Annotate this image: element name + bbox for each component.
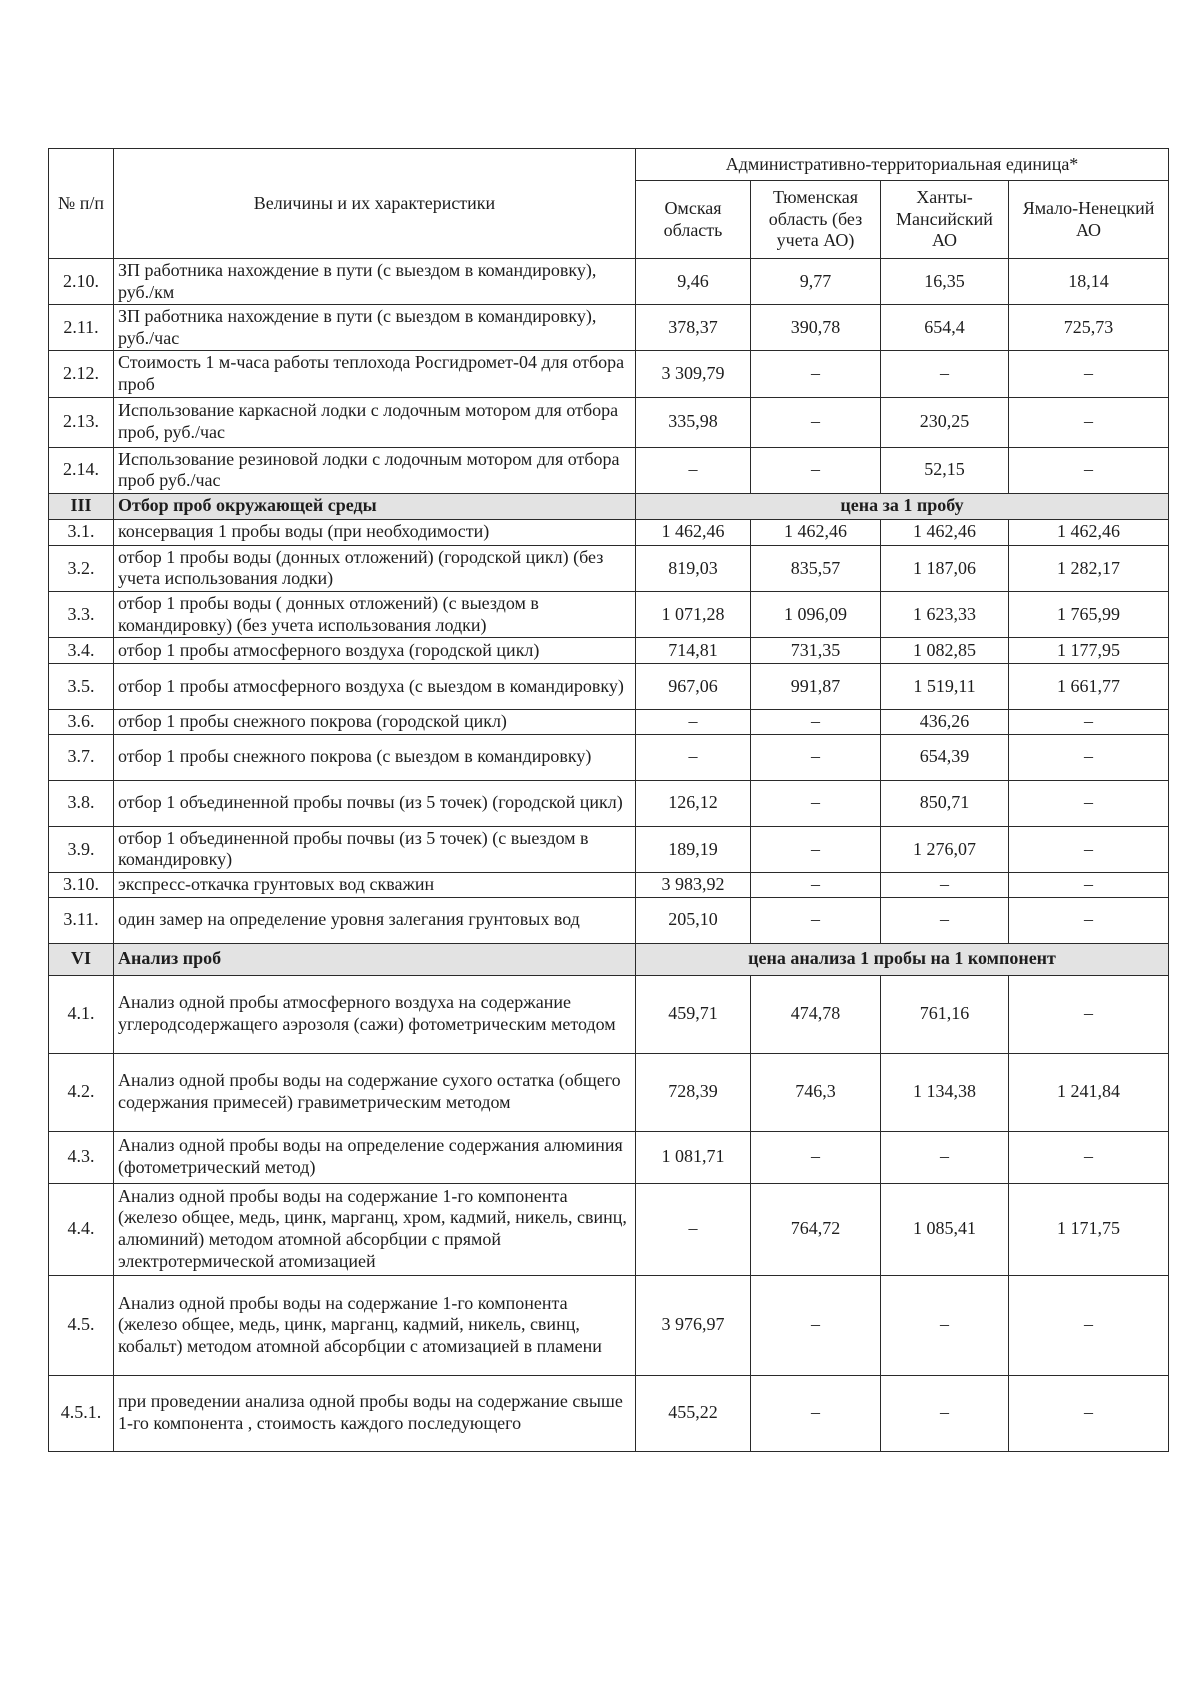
value-omsk: –: [636, 1183, 751, 1275]
value-yanao: –: [1009, 1375, 1169, 1451]
value-omsk: 455,22: [636, 1375, 751, 1451]
value-tyumen: –: [751, 1275, 881, 1375]
row-description: отбор 1 пробы снежного покрова (с выездом в командировку): [114, 734, 636, 780]
row-description: отбор 1 пробы атмосферного воздуха (с выездом в командировку): [114, 664, 636, 710]
value-tyumen: 474,78: [751, 975, 881, 1053]
value-khmao: 1 276,07: [881, 826, 1009, 872]
table-row: [49, 826, 1169, 872]
value-khmao: 1 085,41: [881, 1183, 1009, 1275]
value-yanao: –: [1009, 1275, 1169, 1375]
value-khmao: 761,16: [881, 975, 1009, 1053]
value-tyumen: –: [751, 447, 881, 493]
row-number: 3.6.: [49, 710, 114, 735]
value-khmao: –: [881, 872, 1009, 897]
row-description: Анализ одной пробы воды на содержание 1-го компонента (железо общее, медь, цинк, марганц, хром, кадмий, никель, свинц, алюминий) методом атомной абсорбции с прямой электротермической атомизацией: [114, 1183, 636, 1275]
value-yanao: –: [1009, 897, 1169, 943]
value-yanao: –: [1009, 351, 1169, 397]
row-number: 3.8.: [49, 780, 114, 826]
value-yanao: 1 241,84: [1009, 1053, 1169, 1131]
value-tyumen: –: [751, 897, 881, 943]
section-row: [49, 943, 1169, 975]
section-number: VI: [49, 943, 114, 975]
value-omsk: 9,46: [636, 259, 751, 305]
section-price-note: цена анализа 1 пробы на 1 компонент: [636, 943, 1169, 975]
price-table: [48, 148, 1169, 1452]
row-description: отбор 1 пробы воды (донных отложений) (городской цикл) (без учета использования лодки): [114, 545, 636, 591]
row-description: Использование резиновой лодки с лодочным мотором для отбора проб руб./час: [114, 447, 636, 493]
row-number: 3.5.: [49, 664, 114, 710]
value-tyumen: 835,57: [751, 545, 881, 591]
value-khmao: 1 623,33: [881, 591, 1009, 637]
value-khmao: 1 082,85: [881, 638, 1009, 664]
value-tyumen: –: [751, 734, 881, 780]
table-body: [49, 259, 1169, 1452]
value-yanao: –: [1009, 780, 1169, 826]
row-description: Анализ одной пробы воды на содержание сухого остатка (общего содержания примесей) гравиметрическим методом: [114, 1053, 636, 1131]
value-yanao: 1 661,77: [1009, 664, 1169, 710]
table-row: [49, 975, 1169, 1053]
value-tyumen: –: [751, 397, 881, 447]
header-num: № п/п: [49, 149, 114, 259]
row-description: ЗП работника нахождение в пути (с выездом в командировку), руб./км: [114, 259, 636, 305]
row-number: 3.1.: [49, 519, 114, 545]
value-tyumen: 746,3: [751, 1053, 881, 1131]
row-description: консервация 1 пробы воды (при необходимости): [114, 519, 636, 545]
value-yanao: 725,73: [1009, 305, 1169, 351]
table-row: [49, 780, 1169, 826]
value-khmao: 654,39: [881, 734, 1009, 780]
row-description: отбор 1 пробы снежного покрова (городской цикл): [114, 710, 636, 735]
value-omsk: –: [636, 710, 751, 735]
row-description: Анализ одной пробы атмосферного воздуха на содержание углеродсодержащего аэрозоля (сажи) фотометрическим методом: [114, 975, 636, 1053]
section-title: Отбор проб окружающей среды: [114, 493, 636, 519]
value-khmao: –: [881, 351, 1009, 397]
table-row: [49, 1375, 1169, 1451]
table-row: [49, 897, 1169, 943]
value-yanao: 1 765,99: [1009, 591, 1169, 637]
value-yanao: 1 462,46: [1009, 519, 1169, 545]
table-row: [49, 1053, 1169, 1131]
value-khmao: 436,26: [881, 710, 1009, 735]
value-khmao: –: [881, 897, 1009, 943]
value-khmao: 1 462,46: [881, 519, 1009, 545]
value-tyumen: 731,35: [751, 638, 881, 664]
table-row: [49, 519, 1169, 545]
value-tyumen: 991,87: [751, 664, 881, 710]
value-tyumen: –: [751, 780, 881, 826]
value-omsk: –: [636, 734, 751, 780]
value-tyumen: 764,72: [751, 1183, 881, 1275]
value-khmao: –: [881, 1131, 1009, 1183]
value-omsk: 378,37: [636, 305, 751, 351]
row-number: 2.10.: [49, 259, 114, 305]
row-number: 4.2.: [49, 1053, 114, 1131]
header-region-khmao: Ханты-Мансийский АО: [881, 181, 1009, 259]
value-yanao: –: [1009, 872, 1169, 897]
value-omsk: 3 976,97: [636, 1275, 751, 1375]
value-omsk: 967,06: [636, 664, 751, 710]
value-khmao: 1 519,11: [881, 664, 1009, 710]
value-khmao: 16,35: [881, 259, 1009, 305]
value-tyumen: 390,78: [751, 305, 881, 351]
row-number: 4.3.: [49, 1131, 114, 1183]
table-row: [49, 259, 1169, 305]
value-omsk: 1 071,28: [636, 591, 751, 637]
table-row: [49, 664, 1169, 710]
row-number: 2.14.: [49, 447, 114, 493]
value-omsk: 819,03: [636, 545, 751, 591]
value-tyumen: 1 096,09: [751, 591, 881, 637]
table-row: [49, 447, 1169, 493]
row-number: 3.4.: [49, 638, 114, 664]
value-omsk: –: [636, 447, 751, 493]
value-omsk: 714,81: [636, 638, 751, 664]
value-omsk: 728,39: [636, 1053, 751, 1131]
value-yanao: –: [1009, 447, 1169, 493]
value-yanao: –: [1009, 975, 1169, 1053]
value-omsk: 459,71: [636, 975, 751, 1053]
header-admin-unit: Административно-территориальная единица*: [636, 149, 1169, 181]
table-row: [49, 545, 1169, 591]
row-number: 3.2.: [49, 545, 114, 591]
value-khmao: 850,71: [881, 780, 1009, 826]
value-tyumen: 9,77: [751, 259, 881, 305]
value-tyumen: –: [751, 710, 881, 735]
row-description: отбор 1 объединенной пробы почвы (из 5 точек) (с выездом в командировку): [114, 826, 636, 872]
table-row: [49, 1183, 1169, 1275]
value-omsk: 1 462,46: [636, 519, 751, 545]
value-omsk: 3 983,92: [636, 872, 751, 897]
section-title: Анализ проб: [114, 943, 636, 975]
row-number: 3.3.: [49, 591, 114, 637]
row-number: 2.13.: [49, 397, 114, 447]
row-number: 3.11.: [49, 897, 114, 943]
value-khmao: 1 134,38: [881, 1053, 1009, 1131]
row-number: 2.11.: [49, 305, 114, 351]
section-price-note: цена за 1 пробу: [636, 493, 1169, 519]
value-khmao: –: [881, 1275, 1009, 1375]
table-row: [49, 351, 1169, 397]
table-row: [49, 872, 1169, 897]
value-omsk: 1 081,71: [636, 1131, 751, 1183]
value-yanao: –: [1009, 826, 1169, 872]
table-row: [49, 638, 1169, 664]
value-yanao: 1 282,17: [1009, 545, 1169, 591]
value-yanao: 1 171,75: [1009, 1183, 1169, 1275]
value-tyumen: 1 462,46: [751, 519, 881, 545]
row-description: отбор 1 пробы воды ( донных отложений) (с выездом в командировку) (без учета использования лодки): [114, 591, 636, 637]
value-tyumen: –: [751, 1131, 881, 1183]
value-omsk: 335,98: [636, 397, 751, 447]
table-row: [49, 305, 1169, 351]
row-number: 4.5.: [49, 1275, 114, 1375]
section-number: III: [49, 493, 114, 519]
table-row: [49, 591, 1169, 637]
row-number: 2.12.: [49, 351, 114, 397]
value-omsk: 205,10: [636, 897, 751, 943]
value-tyumen: –: [751, 351, 881, 397]
row-number: 3.7.: [49, 734, 114, 780]
value-khmao: –: [881, 1375, 1009, 1451]
row-description: Анализ одной пробы воды на содержание 1-го компонента (железо общее, медь, цинк, марганц, кадмий, никель, свинц, кобальт) методом атомной абсорбции с атомизацией в пламени: [114, 1275, 636, 1375]
value-yanao: –: [1009, 1131, 1169, 1183]
value-omsk: 126,12: [636, 780, 751, 826]
header-description: Величины и их характеристики: [114, 149, 636, 259]
row-description: один замер на определение уровня залегания грунтовых вод: [114, 897, 636, 943]
row-description: Анализ одной пробы воды на определение содержания алюминия (фотометрический метод): [114, 1131, 636, 1183]
row-description: отбор 1 объединенной пробы почвы (из 5 точек) (городской цикл): [114, 780, 636, 826]
value-yanao: –: [1009, 710, 1169, 735]
value-tyumen: –: [751, 872, 881, 897]
row-description: Стоимость 1 м-часа работы теплохода Росгидромет-04 для отбора проб: [114, 351, 636, 397]
value-yanao: –: [1009, 397, 1169, 447]
value-khmao: 654,4: [881, 305, 1009, 351]
value-omsk: 3 309,79: [636, 351, 751, 397]
table-row: [49, 1275, 1169, 1375]
row-description: экспресс-откачка грунтовых вод скважин: [114, 872, 636, 897]
row-number: 3.10.: [49, 872, 114, 897]
row-number: 3.9.: [49, 826, 114, 872]
row-description: при проведении анализа одной пробы воды на содержание свыше 1-го компонента , стоимость каждого последующего: [114, 1375, 636, 1451]
value-tyumen: –: [751, 1375, 881, 1451]
header-region-yanao: Ямало-Ненецкий АО: [1009, 181, 1169, 259]
table-row: [49, 734, 1169, 780]
value-yanao: 1 177,95: [1009, 638, 1169, 664]
value-yanao: 18,14: [1009, 259, 1169, 305]
table-row: [49, 397, 1169, 447]
value-omsk: 189,19: [636, 826, 751, 872]
row-description: ЗП работника нахождение в пути (с выездом в командировку), руб./час: [114, 305, 636, 351]
table-row: [49, 710, 1169, 735]
row-number: 4.4.: [49, 1183, 114, 1275]
row-number: 4.1.: [49, 975, 114, 1053]
value-yanao: –: [1009, 734, 1169, 780]
header-region-omsk: Омская область: [636, 181, 751, 259]
value-tyumen: –: [751, 826, 881, 872]
row-description: Использование каркасной лодки с лодочным мотором для отбора проб, руб./час: [114, 397, 636, 447]
value-khmao: 1 187,06: [881, 545, 1009, 591]
header-region-tyumen: Тюменская область (без учета АО): [751, 181, 881, 259]
row-number: 4.5.1.: [49, 1375, 114, 1451]
section-row: [49, 493, 1169, 519]
row-description: отбор 1 пробы атмосферного воздуха (городской цикл): [114, 638, 636, 664]
table-row: [49, 1131, 1169, 1183]
value-khmao: 230,25: [881, 397, 1009, 447]
value-khmao: 52,15: [881, 447, 1009, 493]
